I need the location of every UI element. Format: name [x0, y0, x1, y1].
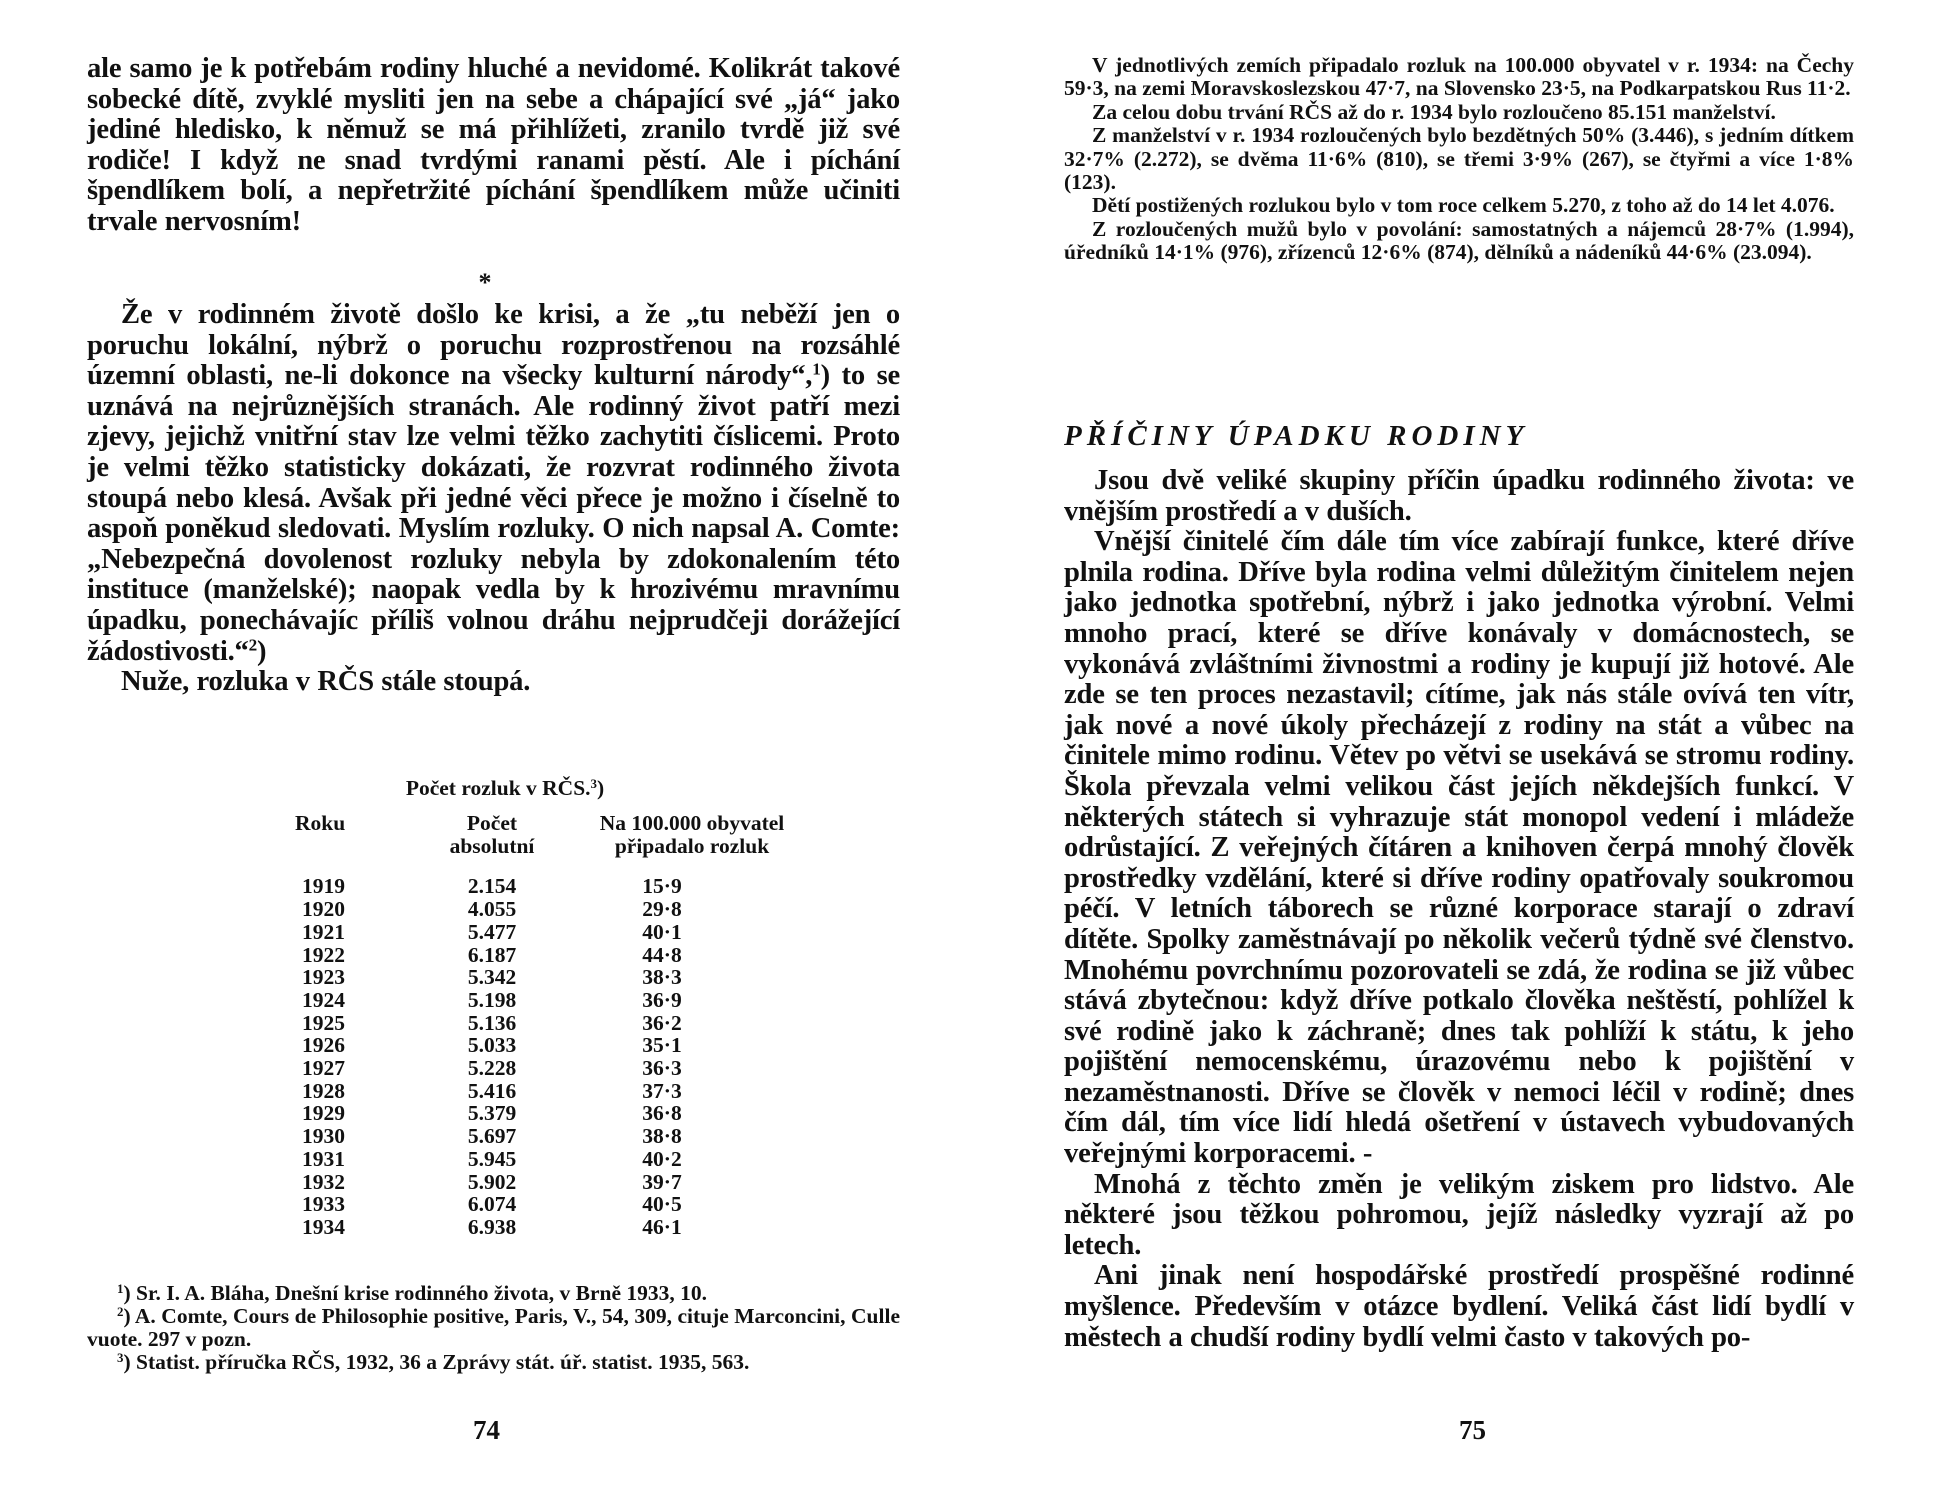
- footnote-ref: 1: [812, 359, 821, 379]
- paragraph: Mnohá z těchto změn je velikým ziskem pro lidstvo. Ale některé jsou těžkou pohromou, jejíž následky vyzrají až po letech.: [1064, 1168, 1854, 1261]
- cell-absolute: 5.416: [467, 1078, 517, 1103]
- footnote-text: ) Statist. příručka RČS, 1932, 36 a Zprávy stát. úř. statist. 1935, 563.: [123, 1350, 750, 1374]
- footnote-marker: 1: [117, 1281, 124, 1296]
- table-header-row: [285, 812, 822, 875]
- footnote-marker: 3: [117, 1350, 124, 1365]
- header-year: Roku: [295, 811, 346, 835]
- cell-rate: 40·1: [642, 919, 682, 944]
- page-number-left: 74: [473, 1415, 500, 1445]
- cell-year: 1925: [302, 1010, 345, 1035]
- cell-rate: 40·5: [642, 1192, 682, 1217]
- cell-rate: 36·9: [642, 987, 682, 1012]
- left-opening-paragraph: [87, 54, 900, 238]
- small-paragraph: Za celou dobu trvání RČS až do r. 1934 bylo rozloučeno 85.151 manželství.: [1092, 99, 1776, 124]
- cell-absolute: 6.938: [467, 1214, 517, 1239]
- cell-year: 1920: [302, 897, 345, 922]
- cell-rate: 36·8: [642, 1101, 682, 1126]
- footnotes: [87, 1282, 900, 1374]
- cell-rate: 36·2: [642, 1010, 682, 1035]
- cell-absolute: 5.477: [467, 919, 517, 944]
- cell-year: 1930: [302, 1124, 345, 1149]
- cell-absolute: 5.198: [467, 987, 517, 1012]
- cell-absolute: 5.379: [467, 1101, 517, 1126]
- table-title: [0, 776, 970, 801]
- small-paragraph: Z manželství v r. 1934 rozloučených bylo bezdětných 50% (3.446), s jedním dítkem 32·7% (2.272), se dvěma 11·6% (810), se třemi 3·9% (267), se čtyřmi a více 1·8% (123).: [1064, 123, 1854, 195]
- table-row: [285, 1193, 822, 1216]
- cell-rate: 37·3: [642, 1078, 682, 1103]
- cell-year: 1924: [302, 987, 345, 1012]
- footnote: [87, 1282, 900, 1305]
- cell-absolute: 2.154: [467, 874, 517, 899]
- paragraph-text: Že v rodinném životě došlo ke krisi, a že „tu neběží jen o poruchu lokální, nýbrž o poruchu rozprostřenou na rozsáhlé územní oblasti, ne-li dokonce na všecky kulturní národy“,: [87, 299, 900, 392]
- cell-absolute: 6.074: [467, 1192, 517, 1217]
- cell-absolute: 4.055: [467, 897, 517, 922]
- header-absolute-line2: absolutní: [449, 833, 535, 858]
- paragraph: ale samo je k potřebám rodiny hluché a nevidomé. Kolikrát takové sobecké dítě, zvyklé mysliti jen na sebe a chápající své „já“ jako jediné hledisko, k němuž se má přihlížeti, zranilo tvrdě již své rodiče! I když ne snad tvrdými ranami pěstí. Ale i píchání špendlíkem bolí, a nepřetržité píchání špendlíkem může učiniti trvale nervosním!: [87, 53, 900, 237]
- cell-absolute: 5.033: [467, 1033, 517, 1058]
- cell-absolute: 5.228: [467, 1056, 517, 1081]
- table-row: [285, 875, 822, 898]
- table-title-end: ): [597, 776, 605, 800]
- paragraph-text: ) to se uznává na nejrůznějších stranách. Ale rodinný život patří mezi zjevy, jejichž vnitřní stav lze velmi těžko zachytiti číslicemi. Proto je velmi těžko statisticky dokázati, že rozvrat rodinného života stoupá nebo klesá. Avšak při jedné věci přece je možno i číselně to aspoň poněkud sledovati. Myslím rozluky. O nich napsal A. Comte: „Nebezpečná dovolenost rozluky nebyla by zdokonalením této instituce (manželské); naopak vedla by k hrozivému mravnímu úpadku, ponechávajíc příliš volnou dráhu nejprudčeji dorážející žádostivosti.“: [87, 360, 900, 667]
- header-rate-line1: Na 100.000 obyvatel: [599, 811, 785, 835]
- cell-absolute: 5.136: [467, 1010, 517, 1035]
- table-row: [285, 944, 822, 967]
- cell-year: 1919: [302, 874, 345, 899]
- right-main-text: [1064, 466, 1854, 1353]
- table-title-text: Počet rozluk v RČS.: [405, 776, 591, 800]
- cell-year: 1926: [302, 1033, 345, 1058]
- paragraph: Vnější činitelé čím dále tím více zabírají funkce, které dříve plnila rodina. Dříve byla rodina velmi důležitým činitelem nejen jako jednotka spotřební, nýbrž i jako jednotka výrobní. Velmi mnoho prací, které se dříve konávaly v domácnostech, se vykonává zvláštními živnostmi a rodiny je kupují již hotové. Ale zde se ten proces nezastavil; cítíme, jak nás stále ovívá ten vítr, jak nové a nové úkoly přecházejí z rodiny na stát a vůbec na činitele mimo rodinu. Větev po větvi se usekává se stromu rodiny. Škola převzala velmi velikou část jejích někdejších funkcí. V některých státech si vyhrazuje stát monopol vedení i mládeže odrůstající. Z veřejných čítáren a knihoven čerpá mnohý člověk prostředky vzdělání, které si dříve rodiny opatřovaly soukromou péčí. V letních táborech se různé korporace starají o zdraví dítěte. Spolky zaměstnávají po několik večerů týdně své členstvo. Mnohému povrchnímu pozorovateli se zdá, že rodina se již vůbec stává zbytečnou: když dříve potkalo člověka neštěstí, pohlížel k své rodině jako k záchraně; dnes tak pohlíží k státu, k jeho pojištění nemocenskému, úrazovému nebo k pojištění v nezaměstnanosti. Dříve se člověk v nemoci léčil v rodině; dnes čím dál, tím více lidí hledá ošetření v ústavech vybudovaných veřejnými korporacemi. -: [1064, 526, 1854, 1170]
- cell-rate: 38·8: [642, 1124, 682, 1149]
- cell-absolute: 6.187: [467, 942, 517, 967]
- footnote-ref: 2: [248, 635, 258, 655]
- cell-rate: 39·7: [642, 1169, 682, 1194]
- left-main-text: [87, 300, 900, 698]
- table-row: [285, 1216, 822, 1239]
- cell-rate: 35·1: [642, 1033, 682, 1058]
- paragraph: Jsou dvě veliké skupiny příčin úpadku rodinného života: ve vnějším prostředí a v duších.: [1064, 465, 1854, 527]
- page-number-right: 75: [1459, 1415, 1486, 1445]
- section-heading: PŘÍČINY ÚPADKU RODINY: [1064, 420, 1529, 452]
- table-row: [285, 1034, 822, 1057]
- cell-year: 1933: [302, 1192, 345, 1217]
- small-paragraph: V jednotlivých zemích připadalo rozluk na 100.000 obyvatel v r. 1934: na Čechy 59·3, na zemi Moravskoslezskou 47·7, na Slovensko 23·5, na Podkarpatskou Rus 11·2.: [1064, 53, 1854, 101]
- table-body: [285, 875, 822, 1238]
- cell-absolute: 5.902: [467, 1169, 517, 1194]
- cell-year: 1931: [302, 1146, 345, 1171]
- paragraph: Ani jinak není hospodářské prostředí prospěšné rodinné myšlence. Především v otázce bydlení. Veliká část lidí bydlí v městech a chudší rodiny bydlí velmi často v takových po-: [1064, 1260, 1854, 1353]
- footnote-ref: 3: [590, 776, 597, 791]
- cell-year: 1927: [302, 1056, 345, 1081]
- cell-year: 1929: [302, 1101, 345, 1126]
- cell-absolute: 5.945: [467, 1146, 517, 1171]
- cell-year: 1934: [302, 1214, 345, 1239]
- table-row: [285, 1012, 822, 1035]
- small-paragraph: Dětí postižených rozlukou bylo v tom roce celkem 5.270, z toho až do 14 let 4.076.: [1092, 193, 1835, 218]
- cell-rate: 38·3: [642, 965, 682, 990]
- section-separator: *: [478, 268, 492, 297]
- header-absolute-line1: Počet: [466, 811, 518, 835]
- paragraph-text: ): [257, 635, 267, 667]
- table-row: [285, 989, 822, 1012]
- header-absolute: [422, 812, 562, 875]
- table-row: [285, 1080, 822, 1103]
- table-row: [285, 1125, 822, 1148]
- table-row: [285, 966, 822, 989]
- footnote-text: ) A. Comte, Cours de Philosophie positive, Paris, V., 54, 309, cituje Marconcini, Culle vuote. 297 v pozn.: [87, 1304, 900, 1351]
- table-row: [285, 921, 822, 944]
- cell-year: 1922: [302, 942, 345, 967]
- cell-year: 1932: [302, 1169, 345, 1194]
- paragraph: Nuže, rozluka v RČS stále stoupá.: [121, 666, 531, 698]
- cell-rate: 36·3: [642, 1056, 682, 1081]
- statistics-notes: [1064, 54, 1854, 265]
- cell-year: 1923: [302, 965, 345, 990]
- table-row: [285, 898, 822, 921]
- footnote-marker: 2: [117, 1304, 124, 1319]
- cell-absolute: 5.697: [467, 1124, 517, 1149]
- divorce-statistics-table: [285, 812, 822, 1239]
- header-rate: [562, 812, 822, 875]
- header-rate-line2: připadalo rozluk: [614, 833, 770, 858]
- footnote-text: ) Sr. I. A. Bláha, Dnešní krise rodinného života, v Brně 1933, 10.: [123, 1281, 708, 1305]
- cell-rate: 46·1: [642, 1214, 682, 1239]
- cell-rate: 40·2: [642, 1146, 682, 1171]
- table-row: [285, 1057, 822, 1080]
- cell-year: 1928: [302, 1078, 345, 1103]
- cell-rate: 15·9: [642, 874, 682, 899]
- footnote: [87, 1305, 900, 1351]
- small-paragraph: Z rozloučených mužů bylo v povolání: samostatných a nájemců 28·7% (1.994), úředníků 14·1% (976), zřízenců 12·6% (874), dělníků a nádeníků 44·6% (23.094).: [1064, 216, 1854, 265]
- cell-rate: 44·8: [642, 942, 682, 967]
- table-row: [285, 1171, 822, 1194]
- cell-rate: 29·8: [642, 897, 682, 922]
- table-row: [285, 1148, 822, 1171]
- paragraph: [87, 300, 900, 667]
- cell-year: 1921: [302, 919, 345, 944]
- cell-absolute: 5.342: [467, 965, 517, 990]
- table-row: [285, 1102, 822, 1125]
- footnote: [87, 1351, 900, 1374]
